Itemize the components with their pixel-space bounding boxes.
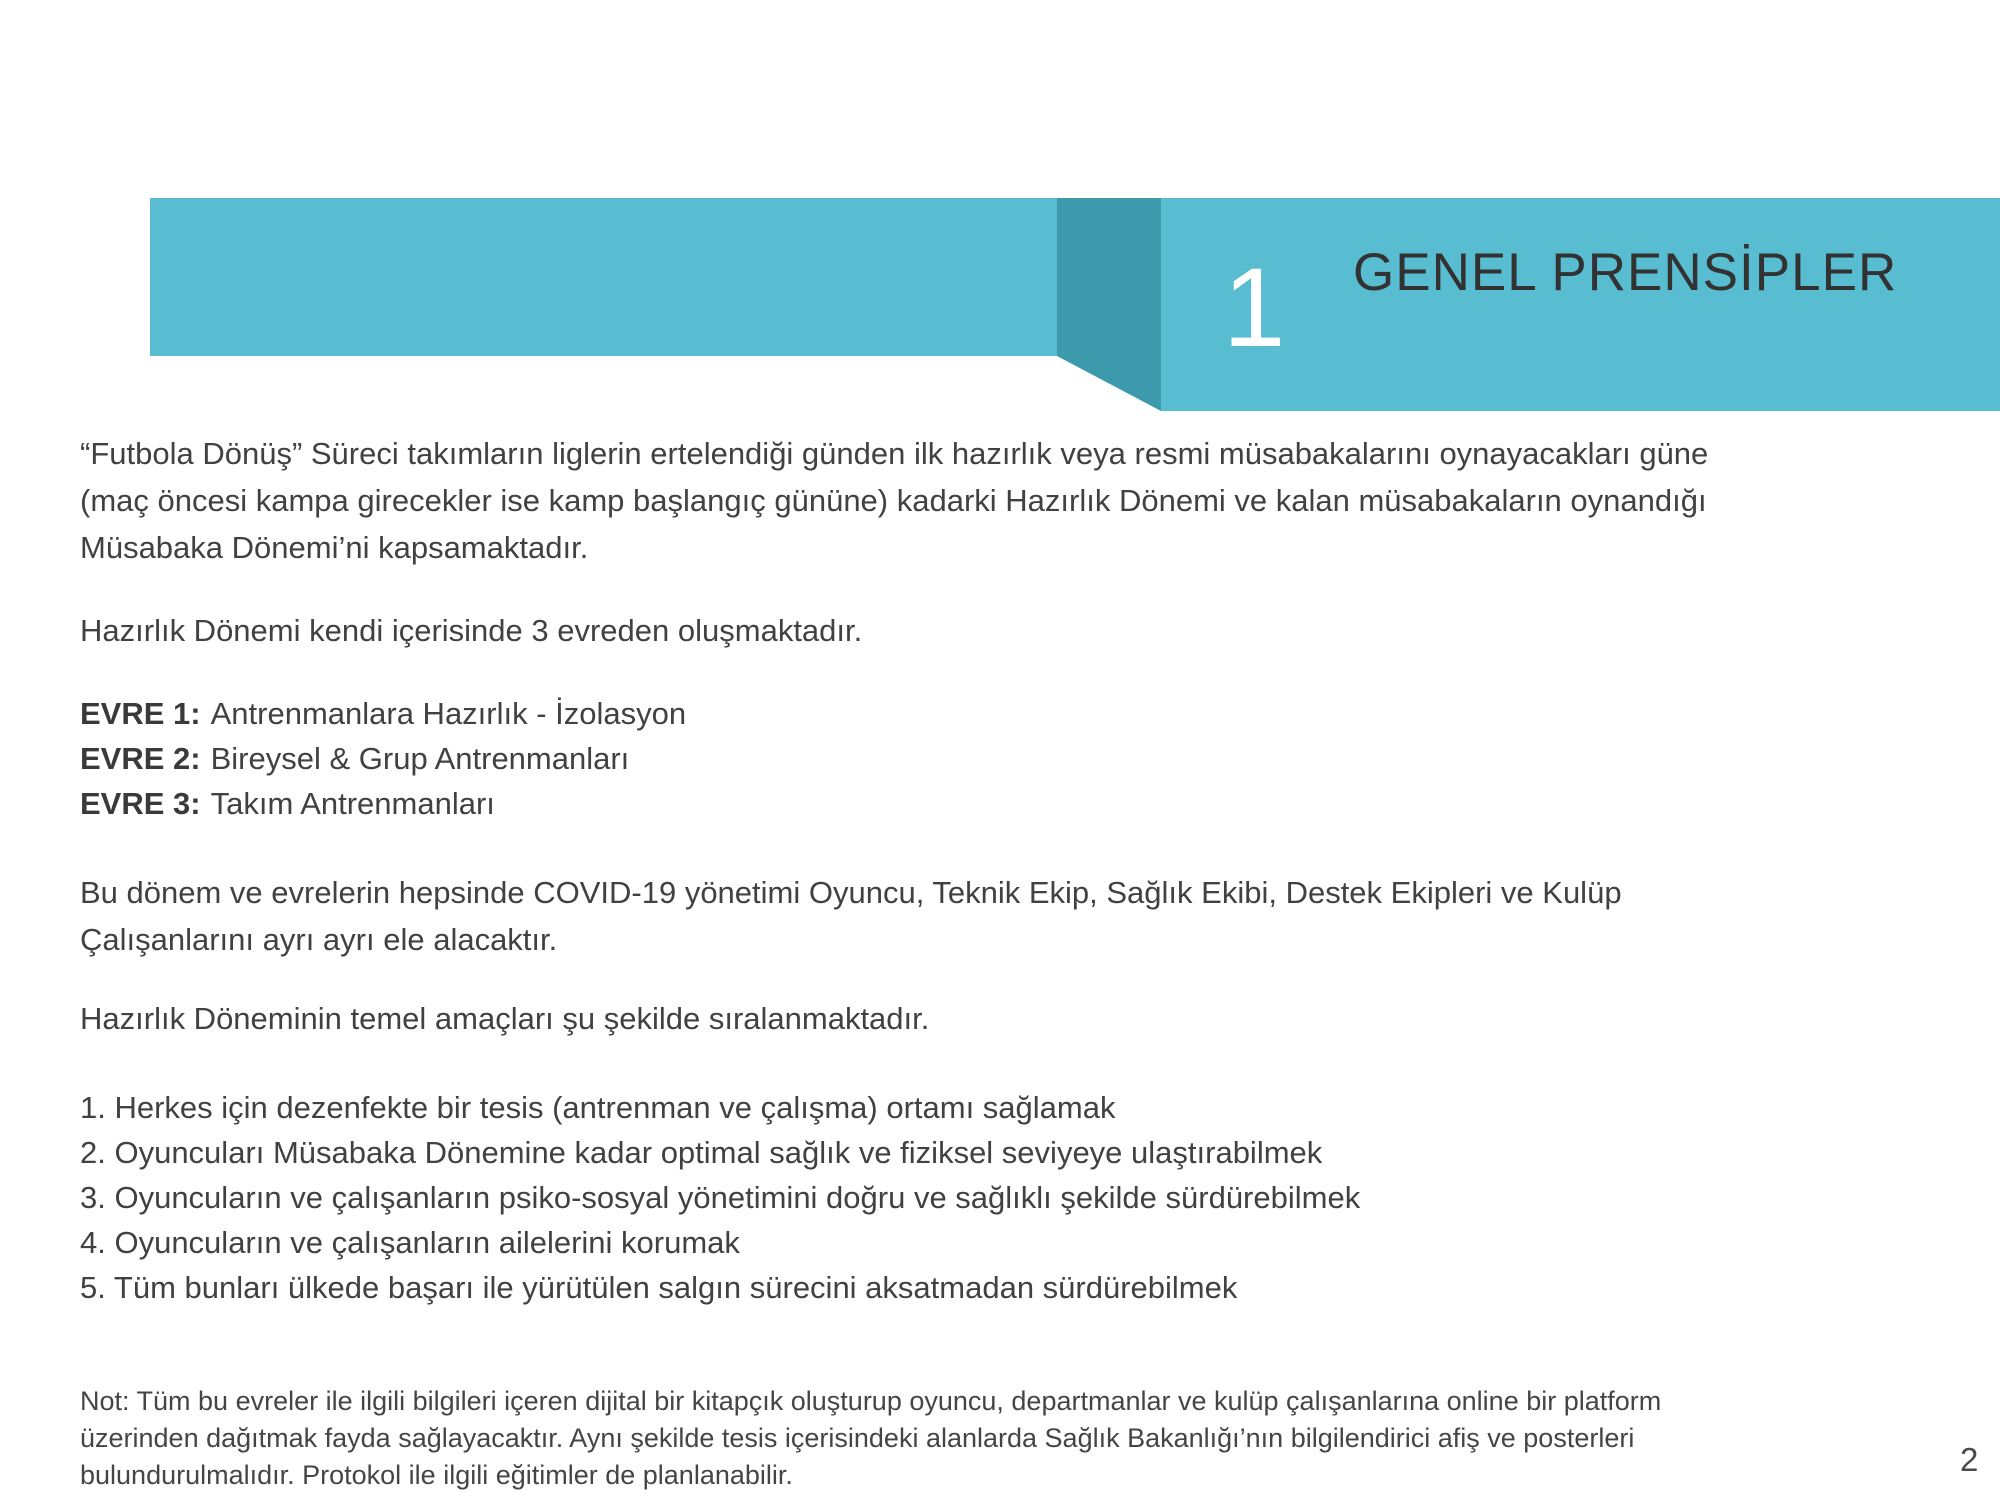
goal-item: 5. Tüm bunları ülkede başarı ile yürütülen salgın sürecini aksatmadan sürdürebilmek [80,1270,1238,1305]
text-line: Not: Tüm bu evreler ile ilgili bilgileri içeren dijital bir kitapçık oluşturup oyuncu, departmanlar ve kulüp çalışanlarına online bir platform [80,1386,1662,1416]
section-number: 1 [1223,245,1286,370]
footnote-paragraph [80,1383,1661,1494]
goals-intro-paragraph [80,995,929,1042]
header-band-fold [1057,198,1161,411]
goal-item: 2. Oyuncuları Müsabaka Dönemine kadar optimal sağlık ve fiziksel seviyeye ulaştırabilmek [80,1135,1323,1170]
goal-item: 4. Oyuncuların ve çalışanların ailelerini korumak [80,1225,740,1260]
phase-label: EVRE 1: [80,696,201,731]
header-band-left [150,198,1057,356]
phase-label: EVRE 3: [80,786,201,821]
phase-text: Takım Antrenmanları [210,786,495,821]
goal-item: 1. Herkes için dezenfekte bir tesis (antrenman ve çalışma) ortamı sağlamak [80,1090,1116,1125]
goals-list [80,1085,1360,1310]
phase-text: Bireysel & Grup Antrenmanları [210,741,630,776]
text-line: Çalışanlarını ayrı ayrı ele alacaktır. [80,922,558,957]
text-line: Bu dönem ve evrelerin hepsinde COVID-19 yönetimi Oyuncu, Teknik Ekip, Sağlık Ekibi, Destek Ekipleri ve Kulüp [80,875,1622,910]
phase-item [80,781,686,826]
intro-paragraph [80,430,1708,571]
text-line: bulundurulmalıdır. Protokol ile ilgili eğitimler de planlanabilir. [80,1460,793,1490]
phase-item [80,691,686,736]
text-line: Müsabaka Dönemi’ni kapsamaktadır. [80,530,589,565]
phase-text: Antrenmanlara Hazırlık - İzolasyon [210,696,687,731]
goal-item: 3. Oyuncuların ve çalışanların psiko-sosyal yönetimini doğru ve sağlıklı şekilde sürdürebilmek [80,1180,1361,1215]
page-number: 2 [1960,1441,1979,1478]
text-line: Hazırlık Döneminin temel amaçları şu şekilde sıralanmaktadır. [80,1001,930,1036]
covid-management-paragraph [80,869,1622,963]
phases-list [80,691,686,826]
text-line: “Futbola Dönüş” Süreci takımların liglerin ertelendiği günden ilk hazırlık veya resmi müsabakalarını oynayacakları güne [80,436,1709,471]
phases-intro-paragraph [80,607,862,654]
text-line: (maç öncesi kampa girecekler ise kamp başlangıç gününe) kadarki Hazırlık Dönemi ve kalan müsabakaların oynandığı [80,483,1707,518]
phase-item [80,736,686,781]
header-band-right [1161,198,2000,411]
phase-label: EVRE 2: [80,741,201,776]
text-line: üzerinden dağıtmak fayda sağlayacaktır. Aynı şekilde tesis içerisindeki alanlarda Sağlık Bakanlığı’nın bilgilendirici afiş ve posterleri [80,1423,1635,1453]
text-line: Hazırlık Dönemi kendi içerisinde 3 evreden oluşmaktadır. [80,613,863,648]
page-title: GENEL PRENSİPLER [1353,243,1898,302]
